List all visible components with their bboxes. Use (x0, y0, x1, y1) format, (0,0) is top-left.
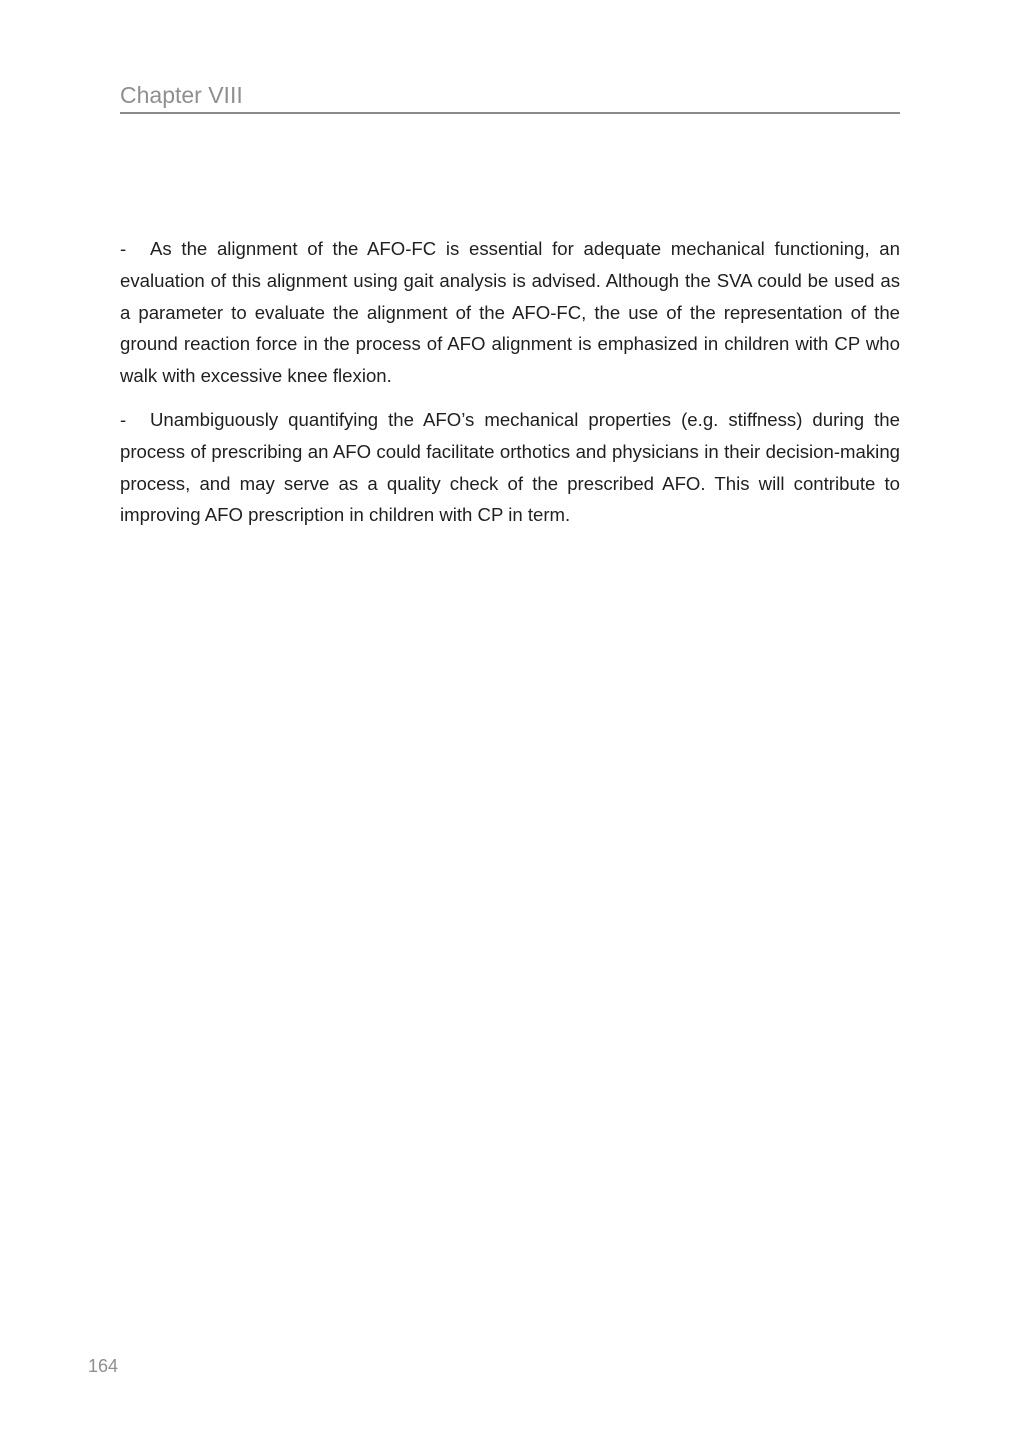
bullet-text: As the alignment of the AFO-FC is essential for adequate mechanical functioning, an evaluation of this alignment using gait analysis is advised. Although the SVA could be used as a parameter to evaluate the alignment of the AFO-FC, the use of the representation of the ground reaction force in the process of AFO alignment is emphasized in children with CP who walk with excessive knee flexion. (120, 238, 900, 387)
page-number: 164 (88, 1356, 119, 1376)
bullet-paragraph (120, 233, 900, 392)
bullet-marker: - (120, 408, 127, 430)
bullet-marker: - (120, 238, 127, 259)
bullet-paragraph (120, 404, 900, 531)
bullet-text: Unambiguously quantifying the AFO’s mechanical properties (e.g. stiffness) during the process of prescribing an AFO could facilitate orthotics and physicians in their decision-making process, and may serve as a quality check of the prescribed AFO. This will contribute to improving AFO prescription in children with CP in term. (120, 408, 900, 526)
page-header (120, 80, 900, 114)
chapter-title: Chapter VIII (120, 82, 243, 108)
body-text (120, 233, 900, 543)
